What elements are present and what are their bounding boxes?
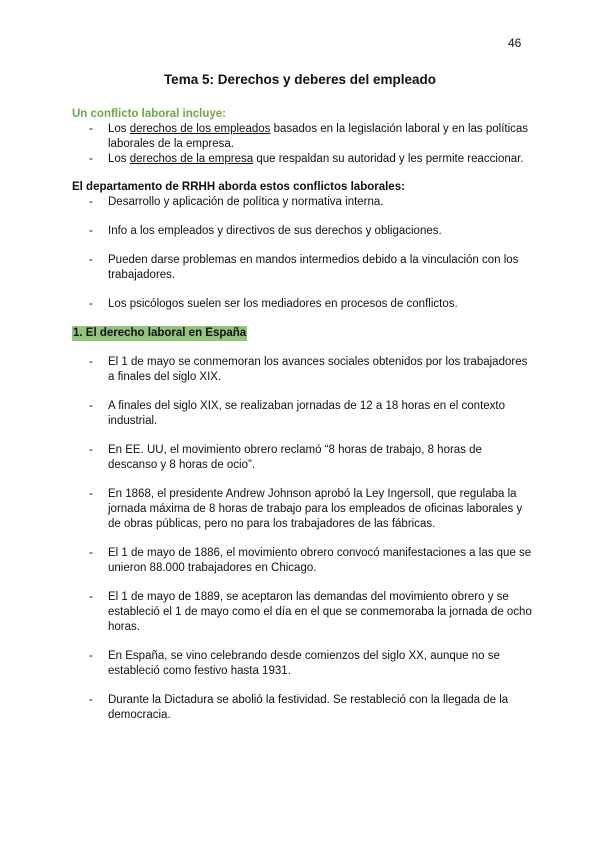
- list-derecho-laboral: [72, 355, 532, 723]
- list-item: - Durante la Dictadura se abolió la festividad. Se restableció con la llegada de la democracia.: [72, 693, 532, 723]
- section-derecho-laboral: [72, 326, 532, 723]
- list-item: - A finales del siglo XIX, se realizaban jornadas de 12 a 18 horas en el contexto industrial.: [72, 399, 532, 429]
- section-conflicto: [72, 107, 532, 167]
- list-item: - En España, se vino celebrando desde comienzos del siglo XX, aunque no se estableció como festivo hasta 1931.: [72, 649, 532, 679]
- underlined-term: derechos de los empleados: [129, 123, 271, 135]
- item-text: que respaldan su autoridad y les permite reaccionar.: [253, 153, 524, 165]
- section-heading-rrhh: El departamento de RRHH aborda estos conflictos laborales:: [72, 181, 405, 193]
- list-item: - El 1 de mayo de 1889, se aceptaron las demandas del movimiento obrero y se estableció el 1 de mayo como el día en el que se conmemoraba la jornada de ocho horas.: [72, 590, 532, 635]
- section-rrhh: [72, 180, 532, 312]
- list-conflicto: [72, 122, 532, 167]
- list-rrhh: [72, 195, 532, 312]
- list-item: - Pueden darse problemas en mandos intermedios debido a la vinculación con los trabajadores.: [72, 253, 532, 283]
- list-item: - En 1868, el presidente Andrew Johnson aprobó la Ley Ingersoll, que regulaba la jornada máxima de 8 horas de trabajo para los empleados de oficinas laborales y de obras públicas, pero no para los trabajadores de las fábricas.: [72, 487, 532, 532]
- list-item: - El 1 de mayo de 1886, el movimiento obrero convocó manifestaciones a las que se unieron 88.000 trabajadores en Chicago.: [72, 546, 532, 576]
- list-item: [72, 152, 532, 167]
- list-item: - Desarrollo y aplicación de política y normativa interna.: [72, 195, 532, 210]
- page-title: Tema 5: Derechos y deberes del empleado: [163, 72, 437, 87]
- item-text: Los: [108, 123, 130, 135]
- list-item: - Los psicólogos suelen ser los mediadores en procesos de conflictos.: [72, 297, 532, 312]
- section-heading-derecho-laboral: 1. El derecho laboral en España: [73, 327, 247, 339]
- list-item: - Info a los empleados y directivos de sus derechos y obligaciones.: [72, 224, 532, 239]
- underlined-term: derechos de la empresa: [129, 153, 254, 165]
- item-text: Los: [108, 153, 130, 165]
- list-item: [72, 122, 532, 152]
- list-item: - En EE. UU, el movimiento obrero reclamó “8 horas de trabajo, 8 horas de descanso y 8 horas de ocio”.: [72, 443, 532, 473]
- item-text: basados en la legislación laboral y en las políticas laborales de la empresa.: [108, 123, 529, 150]
- section-heading-conflicto: Un conflicto laboral incluye:: [72, 108, 226, 120]
- list-item: - El 1 de mayo se conmemoran los avances sociales obtenidos por los trabajadores a finales del siglo XIX.: [72, 355, 532, 385]
- page-number: 46: [508, 36, 522, 50]
